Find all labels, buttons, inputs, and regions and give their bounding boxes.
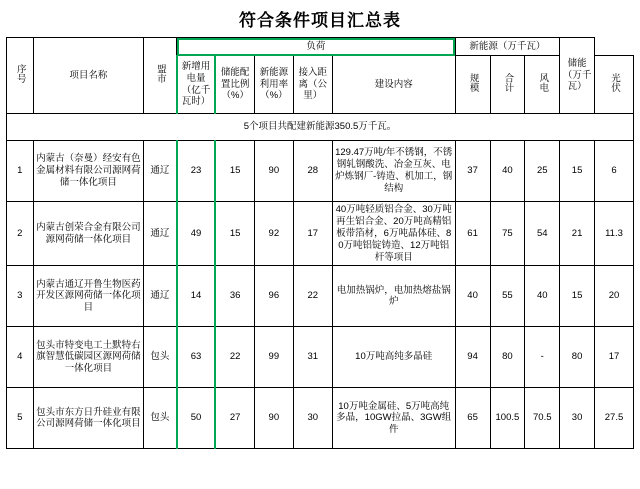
col-distance: 接入距 离（公 里） bbox=[293, 56, 332, 114]
cell-storage: 6 bbox=[595, 141, 634, 202]
cell-city: 通辽 bbox=[144, 141, 177, 202]
col-total: 合计 bbox=[490, 56, 525, 114]
cell-wind: 70.5 bbox=[525, 388, 560, 449]
cell-project-name: 内蒙古创荣合金有限公司源网荷储一体化项目 bbox=[33, 202, 144, 266]
cell-wind: 25 bbox=[525, 141, 560, 202]
page-title: 符合条件项目汇总表 bbox=[239, 11, 401, 30]
cell-new-power: 23 bbox=[177, 141, 216, 202]
cell-city: 包头 bbox=[144, 327, 177, 388]
cell-distance: 17 bbox=[293, 202, 332, 266]
group-header-new-energy: 新能源（万千瓦） bbox=[455, 38, 560, 56]
table-row bbox=[7, 266, 634, 327]
cell-solar: 21 bbox=[560, 202, 595, 266]
cell-content: 40万吨轻质铝合金、30万吨再生铝合金、20万吨高精铝板带箔材，6万吨晶体硅、80万吨铝锭铸造、12万吨铝杆等项目 bbox=[332, 202, 455, 266]
cell-content: 10万吨高纯多晶硅 bbox=[332, 327, 455, 388]
table-row bbox=[7, 141, 634, 202]
cell-city: 包头 bbox=[144, 388, 177, 449]
cell-total: 40 bbox=[490, 141, 525, 202]
cell-total: 100.5 bbox=[490, 388, 525, 449]
cell-content: 电加热锅炉，电加热熔盐锅炉 bbox=[332, 266, 455, 327]
cell-storage-ratio: 27 bbox=[215, 388, 254, 449]
cell-storage-ratio: 15 bbox=[215, 141, 254, 202]
cell-utilization: 90 bbox=[254, 141, 293, 202]
cell-utilization: 99 bbox=[254, 327, 293, 388]
cell-solar: 15 bbox=[560, 141, 595, 202]
cell-storage: 27.5 bbox=[595, 388, 634, 449]
col-storage-ratio: 储能配 置比例 （%） bbox=[215, 56, 254, 114]
cell-storage: 20 bbox=[595, 266, 634, 327]
cell-wind: 54 bbox=[525, 202, 560, 266]
cell-index: 4 bbox=[7, 327, 34, 388]
cell-project-name: 包头市东方日升硅业有限公司源网荷储一体化项目 bbox=[33, 388, 144, 449]
cell-scale: 65 bbox=[455, 388, 490, 449]
col-storage: 储能 （万千 瓦） bbox=[560, 38, 595, 114]
cell-distance: 22 bbox=[293, 266, 332, 327]
group-header-load: 负荷 bbox=[177, 38, 456, 56]
cell-scale: 94 bbox=[455, 327, 490, 388]
col-scale: 规模 bbox=[455, 56, 490, 114]
col-utilization: 新能源 利用率 （%） bbox=[254, 56, 293, 114]
cell-total: 80 bbox=[490, 327, 525, 388]
cell-index: 1 bbox=[7, 141, 34, 202]
cell-new-power: 14 bbox=[177, 266, 216, 327]
cell-city: 通辽 bbox=[144, 202, 177, 266]
table-row bbox=[7, 327, 634, 388]
cell-distance: 30 bbox=[293, 388, 332, 449]
cell-new-power: 63 bbox=[177, 327, 216, 388]
cell-total: 75 bbox=[490, 202, 525, 266]
col-content: 建设内容 bbox=[332, 56, 455, 114]
cell-project-name: 内蒙古（奈曼）经安有色金属材料有限公司源网荷储一体化项目 bbox=[33, 141, 144, 202]
cell-content: 10万吨金属硅、5万吨高纯多晶，10GW拉晶、3GW组件 bbox=[332, 388, 455, 449]
cell-index: 2 bbox=[7, 202, 34, 266]
cell-content: 129.47万吨/年不锈钢，不锈钢轧钢酸洗、冶金互灰、电炉炼钢厂-铸造、机加工，钢结构 bbox=[332, 141, 455, 202]
col-index: 序号 bbox=[7, 38, 34, 114]
cell-storage-ratio: 15 bbox=[215, 202, 254, 266]
cell-city: 通辽 bbox=[144, 266, 177, 327]
cell-utilization: 92 bbox=[254, 202, 293, 266]
cell-distance: 31 bbox=[293, 327, 332, 388]
cell-wind: 40 bbox=[525, 266, 560, 327]
table-row bbox=[7, 202, 634, 266]
cell-new-power: 49 bbox=[177, 202, 216, 266]
table-row bbox=[7, 388, 634, 449]
cell-storage: 11.3 bbox=[595, 202, 634, 266]
col-project-name: 项目名称 bbox=[33, 38, 144, 114]
cell-scale: 61 bbox=[455, 202, 490, 266]
col-wind: 风电 bbox=[525, 56, 560, 114]
cell-project-name: 包头市特变电工土默特右旗智慧低碳园区源网荷储一体化项目 bbox=[33, 327, 144, 388]
col-solar: 光伏 bbox=[595, 56, 634, 114]
cell-solar: 80 bbox=[560, 327, 595, 388]
cell-new-power: 50 bbox=[177, 388, 216, 449]
cell-storage: 17 bbox=[595, 327, 634, 388]
cell-project-name: 内蒙古通辽开鲁生物医药开发区源网荷储一体化项目 bbox=[33, 266, 144, 327]
cell-storage-ratio: 22 bbox=[215, 327, 254, 388]
cell-utilization: 90 bbox=[254, 388, 293, 449]
summary-table bbox=[6, 37, 634, 449]
cell-index: 5 bbox=[7, 388, 34, 449]
cell-distance: 28 bbox=[293, 141, 332, 202]
col-new-power: 新增用 电量 （亿千 瓦时） bbox=[177, 56, 216, 114]
cell-scale: 40 bbox=[455, 266, 490, 327]
cell-wind: - bbox=[525, 327, 560, 388]
cell-index: 3 bbox=[7, 266, 34, 327]
col-city: 盟市 bbox=[144, 38, 177, 114]
cell-solar: 15 bbox=[560, 266, 595, 327]
cell-storage-ratio: 36 bbox=[215, 266, 254, 327]
cell-total: 55 bbox=[490, 266, 525, 327]
cell-scale: 37 bbox=[455, 141, 490, 202]
table-note-row bbox=[7, 114, 634, 141]
note-text: 5个项目共配建新能源350.5万千瓦。 bbox=[7, 114, 634, 141]
table-group-header-row bbox=[7, 38, 634, 56]
cell-utilization: 96 bbox=[254, 266, 293, 327]
cell-solar: 30 bbox=[560, 388, 595, 449]
